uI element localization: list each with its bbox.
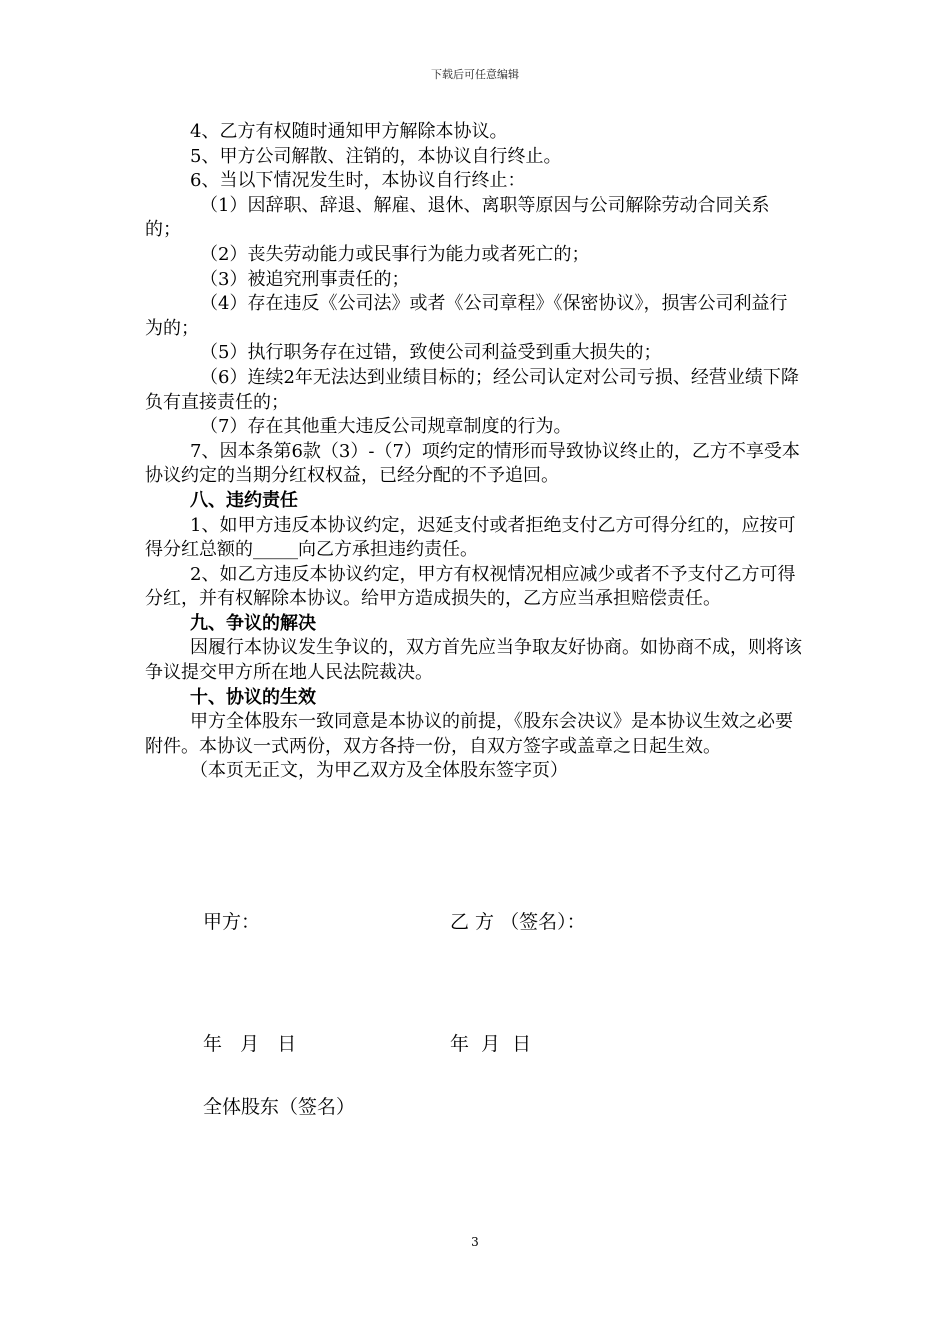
party-a-date: 年 月 日	[203, 1033, 297, 1055]
clause-9: 因履行本协议发生争议的，双方首先应当争取友好协商。如协商不成，则将该争议提交甲方所在地人民法院裁决。	[145, 637, 802, 684]
clause-7-6: 6、当以下情况发生时，本协议自行终止：	[190, 170, 526, 192]
clause-7-6-item-1: （1）因辞职、辞退、解雇、退休、离职等原因与公司解除劳动合同关系的；	[145, 194, 770, 241]
clause-7-6-item-5: （5）执行职务存在过错，致使公司利益受到重大损失的；	[200, 342, 662, 364]
clause-8-1: 1、如甲方违反本协议约定，迟延支付或者拒绝支付乙方可得分红的，应按可得分红总额的_____向乙方承担违约责任。	[145, 514, 796, 561]
shareholders-signature-label: 全体股东（签名）	[203, 1096, 356, 1118]
document-body	[145, 120, 805, 784]
clause-7-4: 4、乙方有权随时通知甲方解除本协议。	[190, 121, 508, 142]
clause-7-6-item-7: （7）存在其他重大违反公司规章制度的行为。	[200, 416, 572, 438]
page-number: 3	[471, 1235, 479, 1249]
signature-page-note: （本页无正文，为甲乙双方及全体股东签字页）	[190, 760, 568, 782]
party-b-label: 乙 方 （签名）：	[450, 911, 586, 933]
section-heading-9: 九、争议的解决	[190, 612, 316, 634]
section-heading-10: 十、协议的生效	[190, 686, 316, 708]
clause-10: 甲方全体股东一致同意是本协议的前提，《股东会决议》是本协议生效之必要附件。本协议一式两份，双方各持一份，自双方签字或盖章之日起生效。	[145, 711, 793, 757]
party-b-date: 年 月 日	[450, 1033, 532, 1055]
section-heading-8: 八、违约责任	[190, 489, 298, 511]
party-a-label: 甲方：	[203, 911, 261, 933]
clause-7-6-item-4: （4）存在违反《公司法》或者《公司章程》《保密协议》，损害公司利益行为的；	[145, 293, 788, 339]
clause-8-2: 2、如乙方违反本协议约定，甲方有权视情况相应减少或者不予支付乙方可得分红，并有权解除本协议。给甲方造成损失的，乙方应当承担赔偿责任。	[145, 563, 796, 610]
clause-7-5: 5、甲方公司解散、注销的，本协议自行终止。	[190, 145, 562, 167]
clause-7-6-item-3: （3）被追究刑事责任的；	[200, 268, 410, 290]
clause-7-7: 7、因本条第6款（3）-（7）项约定的情形而导致协议终止的，乙方不享受本协议约定的当期分红权权益，已经分配的不予追回。	[145, 440, 800, 487]
clause-7-6-item-2: （2）丧失劳动能力或民事行为能力或者死亡的；	[200, 243, 590, 265]
clause-7-6-item-6: （6）连续2年无法达到业绩目标的；经公司认定对公司亏损、经营业绩下降负有直接责任的；	[145, 366, 799, 413]
page-header: 下载后可任意编辑	[431, 68, 519, 81]
